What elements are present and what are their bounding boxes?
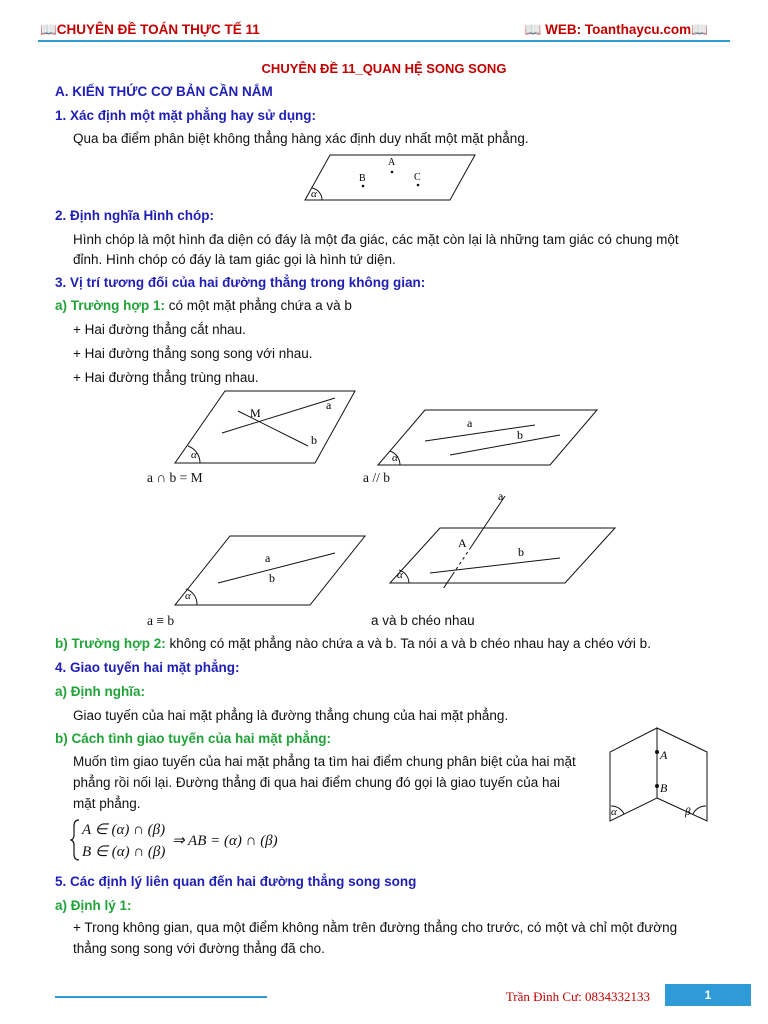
caption-skew: a và b chéo nhau — [371, 613, 475, 628]
caption-intersecting: a ∩ b = M — [147, 470, 203, 485]
theorem-1-line-1: + Trong không gian, qua một điểm không nằm trên đường thẳng cho trước, có một và chỉ một đường — [73, 920, 678, 935]
formula-line-1: A ∈ (α) ∩ (β) — [82, 822, 166, 838]
case-2-label: b) Trường hợp 2: — [55, 636, 166, 651]
definition-text: Giao tuyến của hai mặt phẳng là đường thẳng chung của hai mặt phẳng. — [73, 708, 509, 723]
point-m-label: M — [250, 406, 261, 420]
plane-outline — [378, 410, 597, 465]
point-b-label: B — [359, 173, 366, 184]
theorem-1-label: a) Định lý 1: — [55, 898, 132, 913]
caption-coincident: a ≡ b — [147, 613, 175, 628]
figure-two-planes-intersection — [605, 722, 713, 830]
section-2-heading: 2. Định nghĩa Hình chóp: — [55, 208, 214, 223]
section-a-heading: A. KIẾN THỨC CƠ BẢN CẦN NẮM — [55, 84, 273, 99]
section-1-text: Qua ba điểm phân biệt không thẳng hàng xác định duy nhất một mặt phẳng. — [73, 131, 529, 146]
document-title: CHUYÊN ĐỀ 11_QUAN HỆ SONG SONG — [261, 61, 507, 76]
line-b-label: b — [311, 433, 317, 447]
page-number: 1 — [665, 984, 751, 1006]
alpha-label: α — [397, 569, 403, 581]
section-2-line-2: đỉnh. Hình chóp có đáy là tam giác gọi là hình tứ diện. — [73, 252, 396, 267]
case-1-label: a) Trường hợp 1: — [55, 298, 165, 313]
point-c — [417, 184, 420, 187]
line-a — [222, 398, 335, 433]
alpha-label: α — [611, 806, 617, 818]
alpha-label: α — [392, 452, 398, 464]
section-1-heading: 1. Xác định một mặt phẳng hay sử dụng: — [55, 108, 317, 123]
brace-path — [71, 820, 79, 860]
bullet-parallel: + Hai đường thẳng song song với nhau. — [73, 346, 313, 361]
line-a-upper — [471, 496, 505, 547]
point-a — [391, 171, 394, 174]
method-label: b) Cách tình giao tuyến của hai mặt phẳng: — [55, 731, 332, 746]
section-4-heading: 4. Giao tuyến hai mặt phẳng: — [55, 660, 240, 675]
section-5-heading: 5. Các định lý liên quan đến hai đường thẳng song song — [55, 874, 417, 889]
beta-arc — [693, 806, 706, 814]
point-a-label: A — [388, 157, 396, 168]
point-b-label: B — [660, 781, 668, 795]
line-b-label: b — [517, 428, 523, 442]
caption-parallel: a // b — [363, 470, 390, 485]
alpha-label: α — [185, 590, 191, 602]
formula-result: ⇒ AB = (α) ∩ (β) — [172, 833, 278, 849]
figure-plane-three-points — [300, 150, 480, 205]
alpha-label: α — [311, 188, 317, 200]
line-b — [238, 411, 308, 446]
header-website[interactable]: 📖 WEB: Toanthaycu.com📖 — [524, 22, 708, 37]
figure-intersecting-lines — [170, 388, 360, 466]
bullet-intersect: + Hai đường thẳng cắt nhau. — [73, 322, 246, 337]
line-a-b — [218, 553, 335, 583]
section-3-heading: 3. Vị trí tương đối của hai đường thẳng trong không gian: — [55, 275, 426, 290]
line-b-label: b — [518, 545, 524, 559]
method-line-2: phẳng rồi nối lại. Đường thẳng đi qua hai điểm chung đó gọi là giao tuyến của hai — [73, 775, 560, 790]
line-a-lower — [443, 574, 453, 588]
point-c-label: C — [414, 172, 421, 183]
header-left-title: 📖CHUYÊN ĐỀ TOÁN THỰC TẾ 11 — [40, 22, 260, 37]
point-a-label: A — [660, 748, 668, 762]
line-a-label: a — [467, 416, 473, 430]
beta-label: β — [685, 806, 691, 818]
case-2-line — [55, 634, 651, 654]
method-line-1: Muốn tìm giao tuyến của hai mặt phẳng ta tìm hai điểm chung phân biệt của hai mặt — [73, 754, 576, 769]
figure-parallel-lines — [375, 408, 600, 468]
line-a-label: a — [498, 489, 504, 503]
point-b — [655, 784, 659, 788]
definition-label: a) Định nghĩa: — [55, 684, 145, 699]
point-b — [362, 185, 365, 188]
footer-author: Trần Đình Cư: 0834332133 — [505, 989, 650, 1004]
section-2-line-1: Hình chóp là một hình đa diện có đáy là một đa giác, các mặt còn lại là những tam giác có chung một — [73, 232, 679, 247]
figure-coincident-lines — [170, 533, 370, 608]
case-2-text: không có mặt phẳng nào chứa a và b. Ta nói a và b chéo nhau hay a chéo với b. — [165, 636, 651, 651]
alpha-label: α — [191, 449, 197, 461]
line-b — [430, 558, 560, 573]
plane-outline — [390, 528, 615, 583]
theorem-1-line-2: thẳng song song với đường thẳng đã cho. — [73, 941, 325, 956]
figure-skew-lines — [385, 488, 625, 588]
header-rule — [38, 40, 730, 42]
point-a — [655, 750, 659, 754]
point-a-label: A — [458, 536, 467, 550]
method-line-3: mặt phẳng. — [73, 796, 141, 811]
case-1-line — [55, 296, 352, 316]
line-a-label: a — [326, 398, 332, 412]
formula-line-2: B ∈ (α) ∩ (β) — [82, 844, 166, 860]
formula-brace — [70, 818, 80, 862]
line-b-label: b — [269, 571, 275, 585]
footer-rule — [55, 996, 267, 998]
bullet-coincident: + Hai đường thẳng trùng nhau. — [73, 370, 259, 385]
line-b — [450, 435, 560, 455]
line-a-label: a — [265, 551, 271, 565]
case-1-text: có một mặt phẳng chứa a và b — [164, 298, 352, 313]
